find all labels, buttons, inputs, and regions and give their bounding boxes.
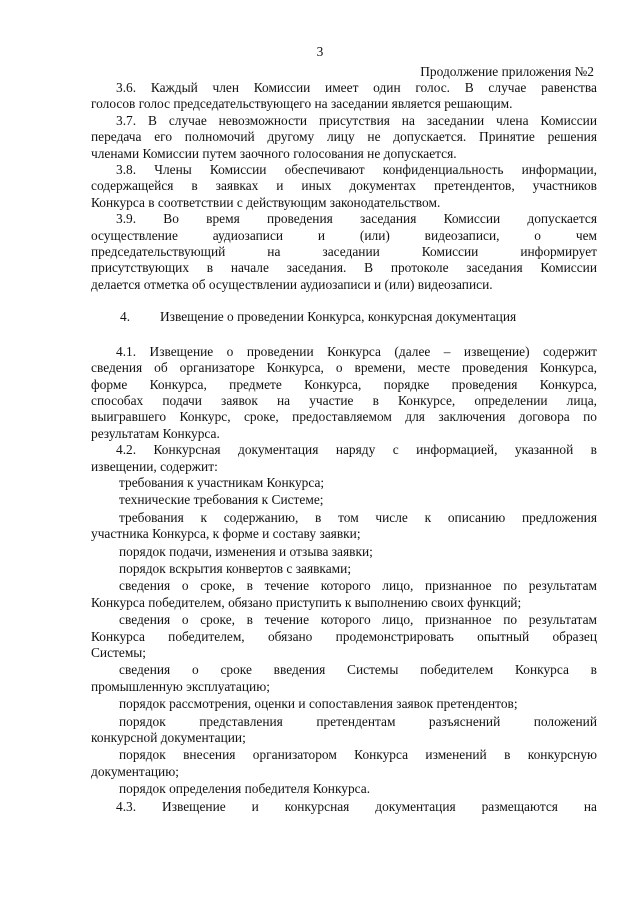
text-line: Конкурса в соответствии с действующим законодательством. xyxy=(91,194,441,210)
page-number: 3 xyxy=(316,44,324,59)
list-item xyxy=(91,492,597,508)
document-body xyxy=(91,80,597,815)
list-item xyxy=(91,561,597,577)
text-line: технические требования к Системе; xyxy=(119,492,324,508)
text-line: 4.1. Извещение о проведении Конкурса (далее – извещение) содержит xyxy=(116,343,597,359)
text-line: 3.6. Каждый член Комиссии имеет один голос. В случае равенства xyxy=(116,80,597,95)
paragraph-3-8 xyxy=(91,162,597,211)
text-line: голосов голос председательствующего на заседании является решающим. xyxy=(91,96,513,112)
text-line: сведения о сроке, в течение которого лицо, признанное по результатам xyxy=(119,612,597,628)
list-item xyxy=(91,578,597,611)
text-line: сведения об организаторе Конкурса, о времени, месте проведения Конкурса, xyxy=(91,360,597,376)
text-line: порядок подачи, изменения и отзыва заявки; xyxy=(119,543,373,559)
text-line: 3.7. В случае невозможности присутствия на заседании члена Комиссии xyxy=(116,112,597,128)
text-line: порядок рассмотрения, оценки и сопоставления заявок претендентов; xyxy=(119,696,518,712)
text-line: конкурсной документации; xyxy=(91,730,246,746)
text-line: участника Конкурса, к форме и составу заявки; xyxy=(91,526,361,542)
text-line: 4.3. Извещение и конкурсная документация размещаются на xyxy=(116,798,597,814)
text-line: выигравшего Конкурс, сроке, предоставляемом для заключения договора по xyxy=(91,409,597,425)
paragraph-4-3 xyxy=(91,799,597,815)
text-line: Конкурса победителем, обязано продемонстрировать опытный образец xyxy=(91,628,597,644)
list-item xyxy=(91,510,597,543)
text-line: Конкурса победителем, обязано приступить к выполнению своих функций; xyxy=(91,594,522,610)
text-line: способах подачи заявок на участие в Конкурсе, определении лица, xyxy=(91,392,597,408)
list-item xyxy=(91,714,597,747)
paragraph-4-2 xyxy=(91,442,597,475)
list-item xyxy=(91,747,597,780)
list-item xyxy=(91,475,597,491)
text-line: сведения о сроке, в течение которого лицо, признанное по результатам xyxy=(119,578,597,594)
text-line: результатам Конкурса. xyxy=(91,425,220,441)
requirements-list xyxy=(91,475,597,798)
text-line: председательствующий на заседании Комиссии информирует xyxy=(91,244,597,260)
paragraph-3-6 xyxy=(91,80,597,113)
text-line: присутствующих в начале заседания. В протоколе заседания Комиссии xyxy=(91,260,597,276)
section-title: Извещение о проведении Конкурса, конкурсная документация xyxy=(160,309,517,325)
list-item xyxy=(91,781,597,797)
paragraph-3-9 xyxy=(91,211,597,293)
text-line: сведения о сроке введения Системы победителем Конкурса в xyxy=(119,662,597,678)
list-item xyxy=(91,696,597,712)
text-line: порядок внесения организатором Конкурса изменений в конкурсную xyxy=(119,747,597,763)
paragraph-3-7 xyxy=(91,113,597,162)
appendix-continuation-note: Продолжение приложения №2 xyxy=(420,64,594,79)
text-line: передача его полномочий другому лицу не допускается. Принятие решения xyxy=(91,129,597,145)
text-line: документацию; xyxy=(91,763,179,779)
text-line: порядок определения победителя Конкурса. xyxy=(119,781,371,797)
list-item xyxy=(91,544,597,560)
text-line: требования к содержанию, в том числе к описанию предложения xyxy=(119,509,597,525)
text-line: делается отметка об осуществлении аудиозаписи и (или) видеозаписи. xyxy=(91,276,493,292)
text-line: членами Комиссии путем заочного голосования не допускается. xyxy=(91,145,457,161)
text-line: 3.9. Во время проведения заседания Комиссии допускается xyxy=(116,211,597,227)
text-line: 4.2. Конкурсная документация наряду с информацией, указанной в xyxy=(116,442,597,458)
text-line: извещении, содержит: xyxy=(91,458,218,474)
text-line: осуществление аудиозаписи и (или) видеозаписи, о чем xyxy=(91,227,597,243)
text-line: содержащейся в заявках и иных документах претендентов, участников xyxy=(91,178,597,194)
text-line: промышленную эксплуатацию; xyxy=(91,678,270,694)
paragraph-4-1 xyxy=(91,344,597,442)
section-4-heading xyxy=(91,309,597,325)
text-line: 3.8. Члены Комиссии обеспечивают конфиденциальность информации, xyxy=(116,162,597,178)
list-item xyxy=(91,612,597,661)
text-line: требования к участникам Конкурса; xyxy=(119,474,325,490)
text-line: порядок вскрытия конвертов с заявками; xyxy=(119,560,352,576)
text-line: порядок представления претендентам разъяснений положений xyxy=(119,713,597,729)
text-line: форме Конкурса, предмете Конкурса, порядке проведения Конкурса, xyxy=(91,376,597,392)
list-item xyxy=(91,662,597,695)
section-number: 4. xyxy=(120,309,131,325)
text-line: Системы; xyxy=(91,645,147,660)
